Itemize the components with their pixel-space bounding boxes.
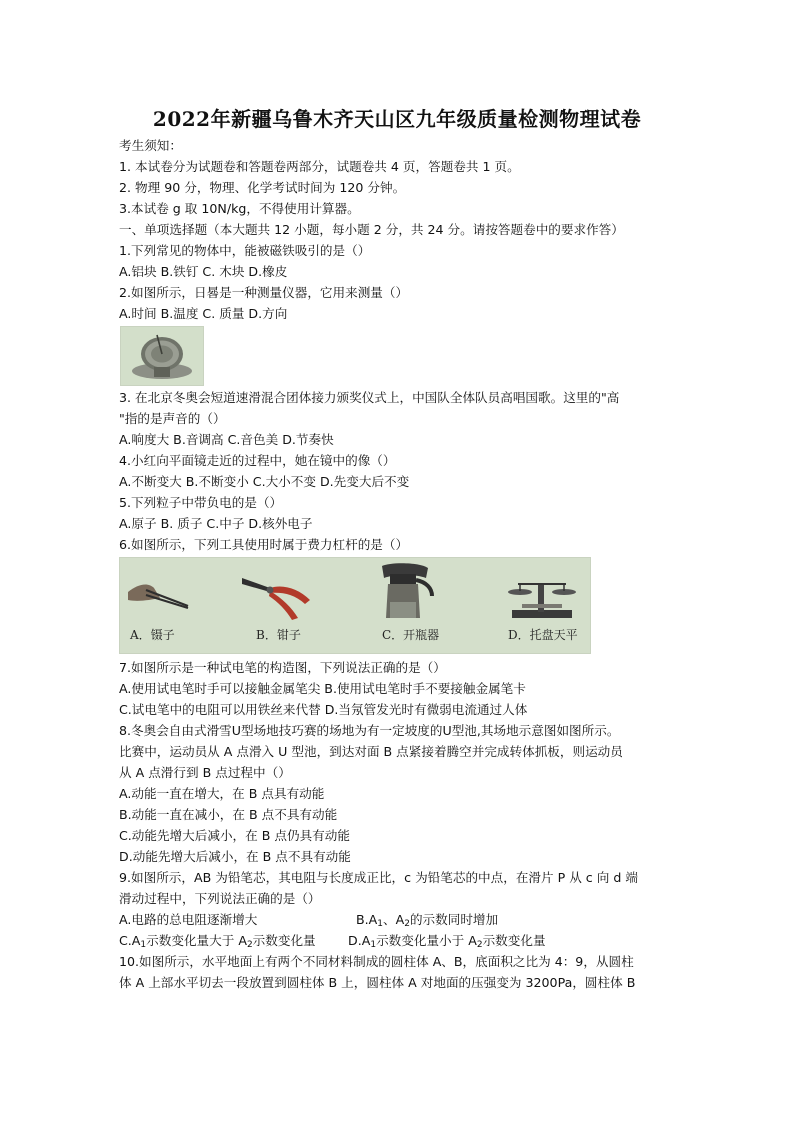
q6-stem: 6.如图所示，下列工具使用时属于费力杠杆的是（） (119, 537, 409, 552)
q5-stem: 5.下列粒子中带负电的是（） (119, 495, 283, 510)
q8-stem-1: 8.冬奥会自由式滑雪U型场地技巧赛的场地为有一定坡度的U型池,其场地示意图如图所示。 (119, 723, 620, 738)
q8-option-a: A.动能一直在增大，在 B 点具有动能 (119, 786, 325, 801)
notice-header: 考生须知： (119, 138, 182, 153)
q1-options: A.铝块 B.铁钉 C. 木块 D.橡皮 (119, 264, 288, 279)
notice-3: 3.本试卷 g 取 10N/kg，不得使用计算器。 (119, 201, 360, 216)
sundial-image (120, 326, 204, 386)
q4-stem: 4.小红向平面镜走近的过程中，她在镜中的像（） (119, 453, 396, 468)
q4-options: A.不断变大 B.不断变小 C.大小不变 D.先变大后不变 (119, 474, 410, 489)
section-1-heading: 一、单项选择题（本大题共 12 小题，每小题 2 分，共 24 分。请按答题卷中的要求作答） (119, 222, 624, 237)
q2-stem: 2.如图所示，日晷是一种测量仪器，它用来测量（） (119, 285, 409, 300)
q10-stem-2: 体 A 上部水平切去一段放置到圆柱体 B 上，圆柱体 A 对地面的压强变为 3200Pa，圆柱体 B (119, 975, 636, 990)
q10-stem-1: 10.如图所示，水平地面上有两个不同材料制成的圆柱体 A、B，底面积之比为 4：9，从圆柱 (119, 954, 634, 969)
q7-options-2: C.试电笔中的电阻可以用铁丝来代替 D.当氖管发光时有微弱电流通过人体 (119, 702, 528, 717)
q7-options-1: A.使用试电笔时手可以接触金属笔尖 B.使用试电笔时手不要接触金属笔卡 (119, 681, 526, 696)
q1-stem: 1.下列常见的物体中，能被磁铁吸引的是（） (119, 243, 371, 258)
q9-option-b: $B.A_1$、$A_2$的示数同时增加 (356, 912, 499, 929)
q9-stem-2: 滑动过程中，下列说法正确的是（） (119, 891, 321, 906)
q3-options: A.响度大 B.音调高 C.音色美 D.节奏快 (119, 432, 334, 447)
q8-stem-2: 比赛中，运动员从 A 点滑入 U 型池，到达对面 B 点紧接着腾空并完成转体抓板，则运动员 (119, 744, 623, 759)
q9-options-row-2 (119, 932, 589, 954)
tool-label-c: C．开瓶器 (382, 628, 440, 642)
q9-option-a: A.电路的总电阻逐渐增大 (119, 912, 258, 927)
exam-title: 2022年新疆乌鲁木齐天山区九年级质量检测物理试卷 (152, 107, 642, 131)
q8-stem-3: 从 A 点滑行到 B 点过程中（） (119, 765, 291, 780)
q9-option-d: $D.A_1$示数变化量小于 $A_2$示数变化量 (348, 933, 546, 950)
q7-stem: 7.如图所示是一种试电笔的构造图，下列说法正确的是（） (119, 660, 446, 675)
notice-2: 2. 物理 90 分，物理、化学考试时间为 120 分钟。 (119, 180, 406, 195)
q8-option-b: B.动能一直在减小，在 B 点不具有动能 (119, 807, 338, 822)
sundial-icon (121, 327, 203, 385)
q8-option-d: D.动能先增大后减小，在 B 点不具有动能 (119, 849, 351, 864)
q3-stem-1: 3. 在北京冬奥会短道速滑混合团体接力颁奖仪式上，中国队全体队员高唱国歌。这里的"高 (119, 390, 620, 405)
q9-stem-1: 9.如图所示，AB 为铅笔芯，其电阻与长度成正比，c 为铅笔芯的中点，在滑片 P 从 c 向 d 端 (119, 870, 638, 885)
notice-1: 1. 本试卷分为试题卷和答题卷两部分，试题卷共 4 页，答题卷共 1 页。 (119, 159, 520, 174)
q8-option-c: C.动能先增大后减小，在 B 点仍具有动能 (119, 828, 350, 843)
tools-image (119, 557, 591, 654)
tool-label-b: B．钳子 (256, 628, 301, 642)
q5-options: A.原子 B. 质子 C.中子 D.核外电子 (119, 516, 313, 531)
q9-options-row-1 (119, 911, 589, 929)
q9-option-c: $C.A_1$示数变化量大于 $A_2$示数变化量 (119, 933, 316, 950)
tool-label-d: D．托盘天平 (508, 628, 578, 642)
tool-label-a: A．镊子 (130, 628, 175, 642)
q3-stem-2: "指的是声音的（） (119, 411, 226, 426)
q2-options: A.时间 B.温度 C. 质量 D.方向 (119, 306, 288, 321)
